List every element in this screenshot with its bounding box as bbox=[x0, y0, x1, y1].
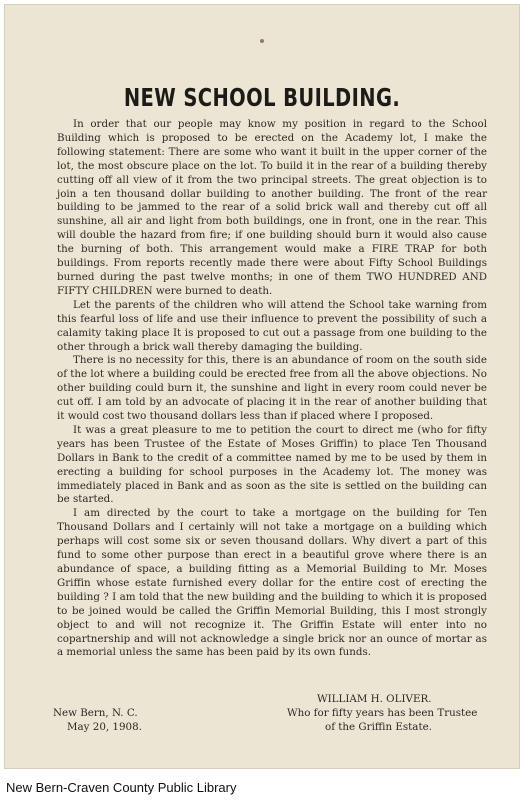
library-credit: New Bern-Craven County Public Library bbox=[6, 780, 237, 795]
role-line: of the Griffin Estate. bbox=[325, 721, 432, 733]
place-line: New Bern, N. C. bbox=[53, 707, 138, 719]
signature-block bbox=[5, 693, 521, 753]
paragraph: In order that our people may know my position in regard to the School Building which is proposed to be erected on the Academy lot, I make the following statement: There are some who want it built in the upper corner of the lot, the most obscure place on the lot. To build it in the rear of a building thereby cutting off all view of it from the two principal streets. The great objection is to join a ten thousand dollar building to another building. The front of the rear building to be jammed to the rear of a solid brick wall and thereby cut off all sunshine, all air and light from both buildings, one in front, one in the rear. This will double the hazard from fire; if one building should burn it would also cause the burning of both. This arrangement would make a FIRE TRAP for both buildings. From reports recently made there were about Fifty School Buildings burned during the past twelve months; in one of them TWO HUNDRED AND FIFTY CHILDREN were burned to death. bbox=[57, 118, 487, 297]
paragraph: There is no necessity for this, there is an abundance of room on the south side of the lot where a building could be erected free from all the above objections. No other building could burn it, the sunshine and light in every room could never be cut off. I am told by an advocate of placing it in the rear of another building that it would cost two thousand dollars less than if placed where I proposed. bbox=[57, 354, 487, 423]
paragraph: It was a great pleasure to me to petition the court to direct me (who for fifty years has been Trustee of the Estate of Moses Griffin) to place Ten Thousand Dollars in Bank to the credit of a committee named by me to be used by them in erecting a building for school purposes in the Academy lot. The money was immediately placed in Bank and as soon as the site is settled on the building can be started. bbox=[57, 423, 487, 506]
date-line: May 20, 1908. bbox=[67, 721, 142, 733]
paragraph: Let the parents of the children who will attend the School take warning from this fearful loss of life and use their influence to prevent the possibility of such a calamity taking place It is proposed to cut out a passage from one building to the other through a brick wall thereby damaging the building. bbox=[57, 298, 487, 353]
document-body bbox=[57, 118, 487, 660]
paragraph: I am directed by the court to take a mortgage on the building for Ten Thousand Dollars and I certainly will not take a mortgage on a building which perhaps will cost some six or seven thousand dollars. Why divert a part of this fund to some other purpose than erect in a beautiful grove where there is an abundance of space, a building fitting as a Memorial Building to Mr. Moses Griffin whose estate furnished every dollar for the entire cost of erecting the building ? I am told that the new building and the building to which it is proposed to be joined would be called the Griffin Memorial Building, this I most strongly object to and will not recognize it. The Griffin Estate will enter into no copartnership and will not acknowledge a single brick nor an ounce of mortar as a memorial unless the same has been paid by its own funds. bbox=[57, 507, 487, 659]
signatory-name: WILLIAM H. OLIVER. bbox=[317, 693, 432, 705]
page-title: NEW SCHOOL BUILDING. bbox=[123, 83, 401, 112]
paper-mark bbox=[260, 39, 264, 43]
document-page bbox=[4, 4, 520, 769]
role-line: Who for fifty years has been Trustee bbox=[287, 707, 478, 719]
